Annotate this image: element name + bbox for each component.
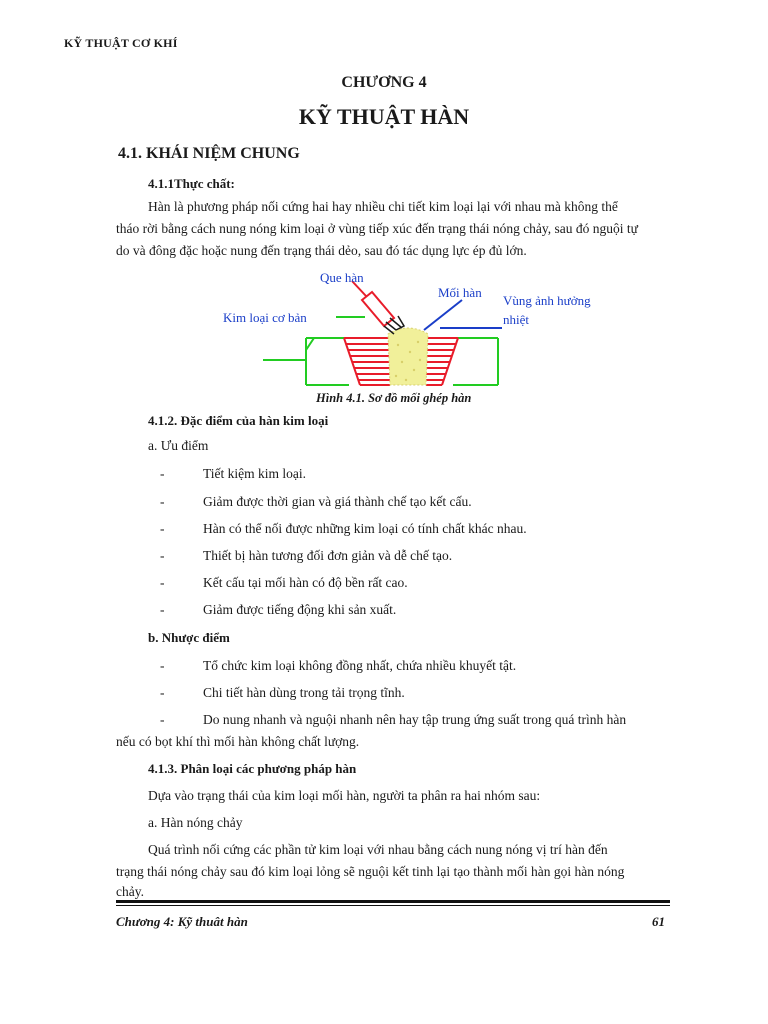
list-item-continuation: nếu có bọt khí thì mối hàn không chất lượng. (116, 734, 360, 749)
label-weld: Mối hàn (438, 285, 482, 300)
paragraph-line: Dựa vào trạng thái của kim loại mối hàn, người ta phân ra hai nhóm sau: (148, 788, 541, 803)
heat-affected-zone-right (426, 338, 458, 385)
label-base-metal: Kim loại cơ bản (223, 310, 307, 325)
paragraph-line: Hàn là phương pháp nối cứng hai hay nhiều chi tiết kim loại lại với nhau mà không thể (148, 199, 618, 214)
list-item: Chi tiết hàn dùng trong tải trọng tĩnh. (203, 685, 405, 700)
list-dash: - (160, 602, 165, 617)
list-item: Giảm được tiếng động khi sản xuất. (203, 602, 397, 617)
footer-chapter: Chương 4: Kỹ thuât hàn (116, 914, 248, 929)
list-dash: - (160, 466, 165, 481)
list-dash: - (160, 548, 165, 563)
list-dash: - (160, 521, 165, 536)
page-number: 61 (652, 914, 665, 929)
paragraph-line: chảy. (116, 884, 144, 899)
electrode-rod (352, 281, 404, 334)
list-item: Tiết kiệm kim loại. (203, 466, 307, 481)
list-dash: - (160, 494, 165, 509)
chapter-number: CHƯƠNG 4 (341, 74, 427, 91)
list-item: Do nung nhanh và nguội nhanh nên hay tập trung ứng suất trong quá trình hàn (203, 712, 627, 727)
list-dash: - (160, 712, 165, 727)
heat-affected-zone-left (344, 338, 390, 385)
list-item: Kết cấu tại mối hàn có độ bền rất cao. (203, 575, 408, 590)
list-dash: - (160, 575, 165, 590)
label-electrode: Que hàn (320, 270, 364, 285)
paragraph-line: tháo rời bằng cách nung nóng kim loại ở vùng tiếp xúc đến trạng thái nóng chảy, sau đó nguội tự (116, 221, 638, 236)
subsection-title-413: 4.1.3. Phân loại các phương pháp hàn (148, 761, 357, 776)
list-item: Giảm được thời gian và giá thành chế tạo kết cấu. (203, 494, 472, 509)
paragraph-line: Quá trình nối cứng các phần tử kim loại với nhau bằng cách nung nóng vị trí hàn đến (148, 842, 608, 857)
footer-rule (116, 900, 670, 903)
list-dash: - (160, 658, 165, 673)
paragraph-line: trạng thái nóng chảy sau đó kim loại lỏng sẽ nguội kết tinh lại tạo thành mối hàn gọi hàn nóng (116, 864, 625, 879)
list-dash: - (160, 685, 165, 700)
list-item: Tổ chức kim loại không đồng nhất, chứa nhiều khuyết tật. (203, 658, 517, 673)
running-header: KỸ THUẬT CƠ KHÍ (64, 36, 178, 50)
footer-rule-thin (116, 905, 670, 906)
list-item: Thiết bị hàn tương đối đơn giản và dễ chế tạo. (203, 548, 453, 563)
figure-caption: Hình 4.1. Sơ đồ mối ghép hàn (316, 391, 472, 405)
welding-joint-diagram (0, 0, 768, 400)
list-item: Hàn có thể nối được những kim loại có tính chất khác nhau. (203, 521, 527, 536)
subsection-title-411: 4.1.1Thực chất: (148, 176, 235, 191)
chapter-title: KỸ THUẬT HÀN (298, 104, 470, 129)
subsection-title-412: 4.1.2. Đặc điểm của hàn kim loại (148, 413, 329, 428)
leader-lines (424, 300, 502, 330)
label-heat-zone: Vùng ảnh hưởng (503, 293, 591, 308)
paragraph-line: do và đông đặc hoặc nung đến trạng thái dẻo, sau đó tác dụng lực ép đủ lớn. (116, 243, 527, 258)
disadvantages-heading: b. Nhược điểm (148, 630, 230, 645)
method-heading: a. Hàn nóng chảy (148, 815, 243, 830)
advantages-heading: a. Ưu điểm (148, 438, 209, 453)
label-heat-zone-2: nhiệt (503, 312, 529, 327)
weld-bead (388, 328, 428, 385)
section-title: 4.1. KHÁI NIỆM CHUNG (118, 145, 300, 162)
